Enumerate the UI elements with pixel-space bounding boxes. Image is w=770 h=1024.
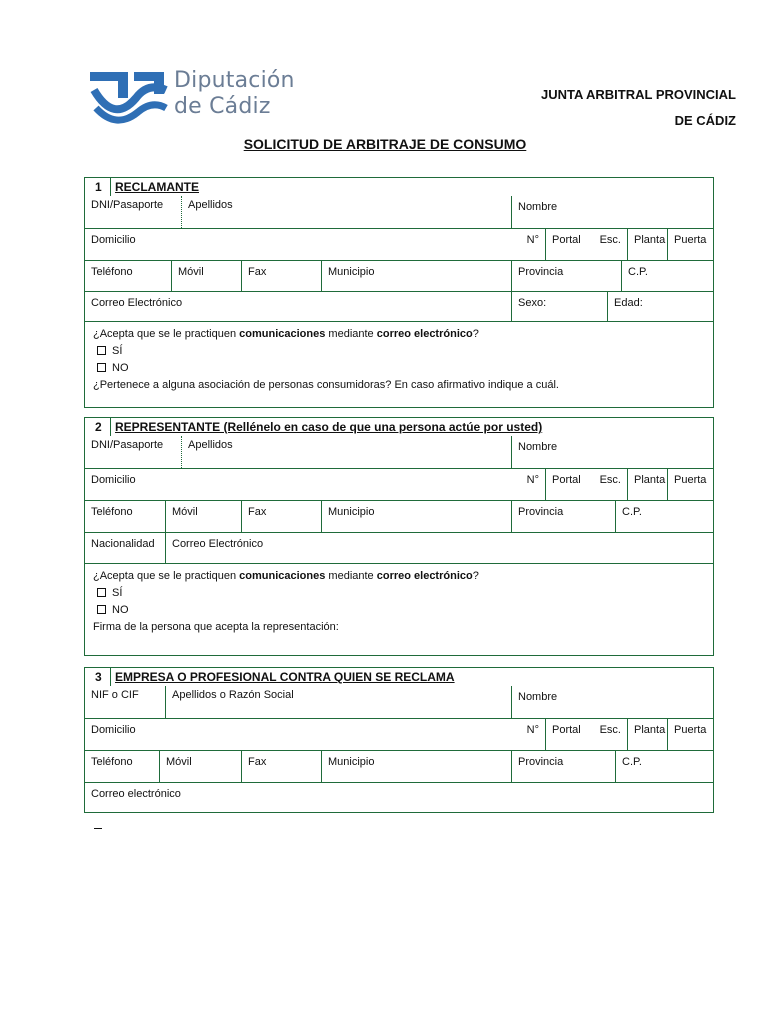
row-contact [85, 500, 713, 532]
diputacion-logo-icon [90, 68, 170, 128]
q-end: ? [472, 328, 479, 340]
q-text: ¿Acepta que se le practiquen [93, 570, 240, 582]
field-nif[interactable]: NIF o CIF [91, 689, 139, 701]
consent-question [93, 326, 705, 343]
field-esc[interactable]: Esc. [599, 724, 621, 736]
consent-block [85, 322, 713, 398]
field-telefono[interactable]: Teléfono [91, 506, 133, 518]
field-puerta[interactable]: Puerta [667, 469, 713, 500]
logo-line-1: Diputación [174, 68, 295, 93]
field-numero[interactable]: N° [526, 234, 539, 246]
checkbox-icon[interactable] [97, 588, 106, 597]
checkbox-icon[interactable] [97, 363, 106, 372]
field-municipio[interactable]: Municipio [321, 751, 511, 782]
q-bold-2: correo electrónico [376, 570, 473, 582]
section-empresa [84, 667, 714, 813]
row-identity [85, 686, 713, 718]
field-fax[interactable]: Fax [241, 751, 321, 782]
field-portal[interactable]: Portal [545, 229, 585, 260]
section-number: 2 [89, 418, 111, 436]
field-fax[interactable]: Fax [241, 501, 321, 532]
field-edad[interactable]: Edad: [607, 292, 713, 321]
option-no[interactable] [93, 360, 705, 377]
field-razon-social[interactable]: Apellidos o Razón Social [165, 686, 511, 718]
field-portal[interactable]: Portal [545, 719, 585, 750]
field-planta[interactable]: Planta [627, 719, 667, 750]
field-nombre[interactable]: Nombre [511, 686, 713, 718]
field-nombre[interactable]: Nombre [511, 436, 713, 468]
field-municipio[interactable]: Municipio [321, 501, 511, 532]
field-puerta[interactable]: Puerta [667, 719, 713, 750]
field-cp[interactable]: C.P. [615, 501, 713, 532]
document-title: SOLICITUD DE ARBITRAJE DE CONSUMO [243, 136, 527, 152]
asociacion-question[interactable]: ¿Pertenece a alguna asociación de personas consumidoras? En caso afirmativo indique a cuál. [93, 379, 559, 391]
row-email [85, 782, 713, 812]
row-consent [85, 321, 713, 407]
field-provincia[interactable]: Provincia [511, 501, 615, 532]
option-si[interactable] [93, 343, 705, 360]
field-portal[interactable]: Portal [545, 469, 585, 500]
q-end: ? [472, 570, 479, 582]
field-provincia[interactable]: Provincia [511, 261, 621, 291]
org-line-1: JUNTA ARBITRAL PROVINCIAL [541, 87, 736, 102]
checkbox-icon[interactable] [97, 346, 106, 355]
q-bold-1: comunicaciones [239, 328, 326, 340]
field-telefono[interactable]: Teléfono [91, 756, 133, 768]
field-puerta[interactable]: Puerta [667, 229, 713, 260]
footer-dash [94, 828, 102, 829]
diputacion-logo [90, 68, 295, 128]
logo-text [174, 68, 295, 120]
section-title: EMPRESA O PROFESIONAL CONTRA QUIEN SE RECLAMA [115, 670, 455, 684]
field-sexo[interactable]: Sexo: [511, 292, 607, 321]
option-no-label: NO [112, 604, 129, 616]
field-numero[interactable]: N° [526, 474, 539, 486]
row-identity [85, 436, 713, 468]
field-movil[interactable]: Móvil [159, 751, 241, 782]
row-email [85, 291, 713, 321]
row-address [85, 228, 713, 260]
field-planta[interactable]: Planta [627, 469, 667, 500]
section-number: 3 [89, 668, 111, 686]
section-header [85, 178, 713, 196]
consent-question [93, 568, 705, 585]
field-apellidos[interactable]: Apellidos [181, 196, 511, 228]
section-title: REPRESENTANTE (Rellénelo en caso de que una persona actúe por usted) [115, 420, 543, 434]
field-municipio[interactable]: Municipio [321, 261, 511, 291]
field-domicilio[interactable]: Domicilio [91, 234, 136, 246]
checkbox-icon[interactable] [97, 605, 106, 614]
field-movil[interactable]: Móvil [165, 501, 241, 532]
option-si[interactable] [93, 585, 705, 602]
section-number: 1 [89, 178, 111, 196]
org-title [541, 82, 736, 134]
row-contact [85, 750, 713, 782]
field-dni[interactable]: DNI/Pasaporte [91, 199, 164, 211]
row-identity [85, 196, 713, 228]
q-bold-2: correo electrónico [376, 328, 473, 340]
field-correo[interactable]: Correo Electrónico [91, 297, 183, 309]
field-dni[interactable]: DNI/Pasaporte [91, 439, 164, 451]
q-bold-1: comunicaciones [239, 570, 326, 582]
section-title: RECLAMANTE [115, 180, 199, 194]
logo-line-2: de Cádiz [174, 94, 271, 119]
field-nacionalidad[interactable]: Nacionalidad [91, 538, 155, 550]
row-address [85, 718, 713, 750]
field-movil[interactable]: Móvil [171, 261, 241, 291]
q-text-2: mediante [325, 328, 377, 340]
row-contact [85, 260, 713, 291]
field-nombre[interactable]: Nombre [511, 196, 713, 228]
q-text: ¿Acepta que se le practiquen [93, 328, 240, 340]
field-esc[interactable]: Esc. [599, 474, 621, 486]
section-reclamante [84, 177, 714, 408]
section-header [85, 418, 713, 436]
row-address [85, 468, 713, 500]
org-line-2: DE CÁDIZ [674, 113, 736, 128]
section-header [85, 668, 713, 686]
option-no[interactable] [93, 602, 705, 619]
field-correo[interactable]: Correo Electrónico [165, 533, 713, 563]
field-cp[interactable]: C.P. [621, 261, 713, 291]
field-numero[interactable]: N° [526, 724, 539, 736]
field-domicilio[interactable]: Domicilio [91, 474, 136, 486]
consent-block [85, 564, 713, 640]
field-apellidos[interactable]: Apellidos [181, 436, 511, 468]
field-fax[interactable]: Fax [241, 261, 321, 291]
section-representante [84, 417, 714, 656]
field-planta[interactable]: Planta [627, 229, 667, 260]
option-si-label: SÍ [112, 345, 123, 357]
option-no-label: NO [112, 362, 129, 374]
field-telefono[interactable]: Teléfono [91, 266, 133, 278]
field-esc[interactable]: Esc. [599, 234, 621, 246]
row-consent [85, 563, 713, 655]
q-text-2: mediante [325, 570, 377, 582]
field-cp[interactable]: C.P. [615, 751, 713, 782]
field-correo[interactable]: Correo electrónico [91, 788, 181, 800]
row-nationality [85, 532, 713, 563]
field-domicilio[interactable]: Domicilio [91, 724, 136, 736]
field-provincia[interactable]: Provincia [511, 751, 615, 782]
firma-field[interactable]: Firma de la persona que acepta la representación: [93, 621, 339, 633]
option-si-label: SÍ [112, 587, 123, 599]
